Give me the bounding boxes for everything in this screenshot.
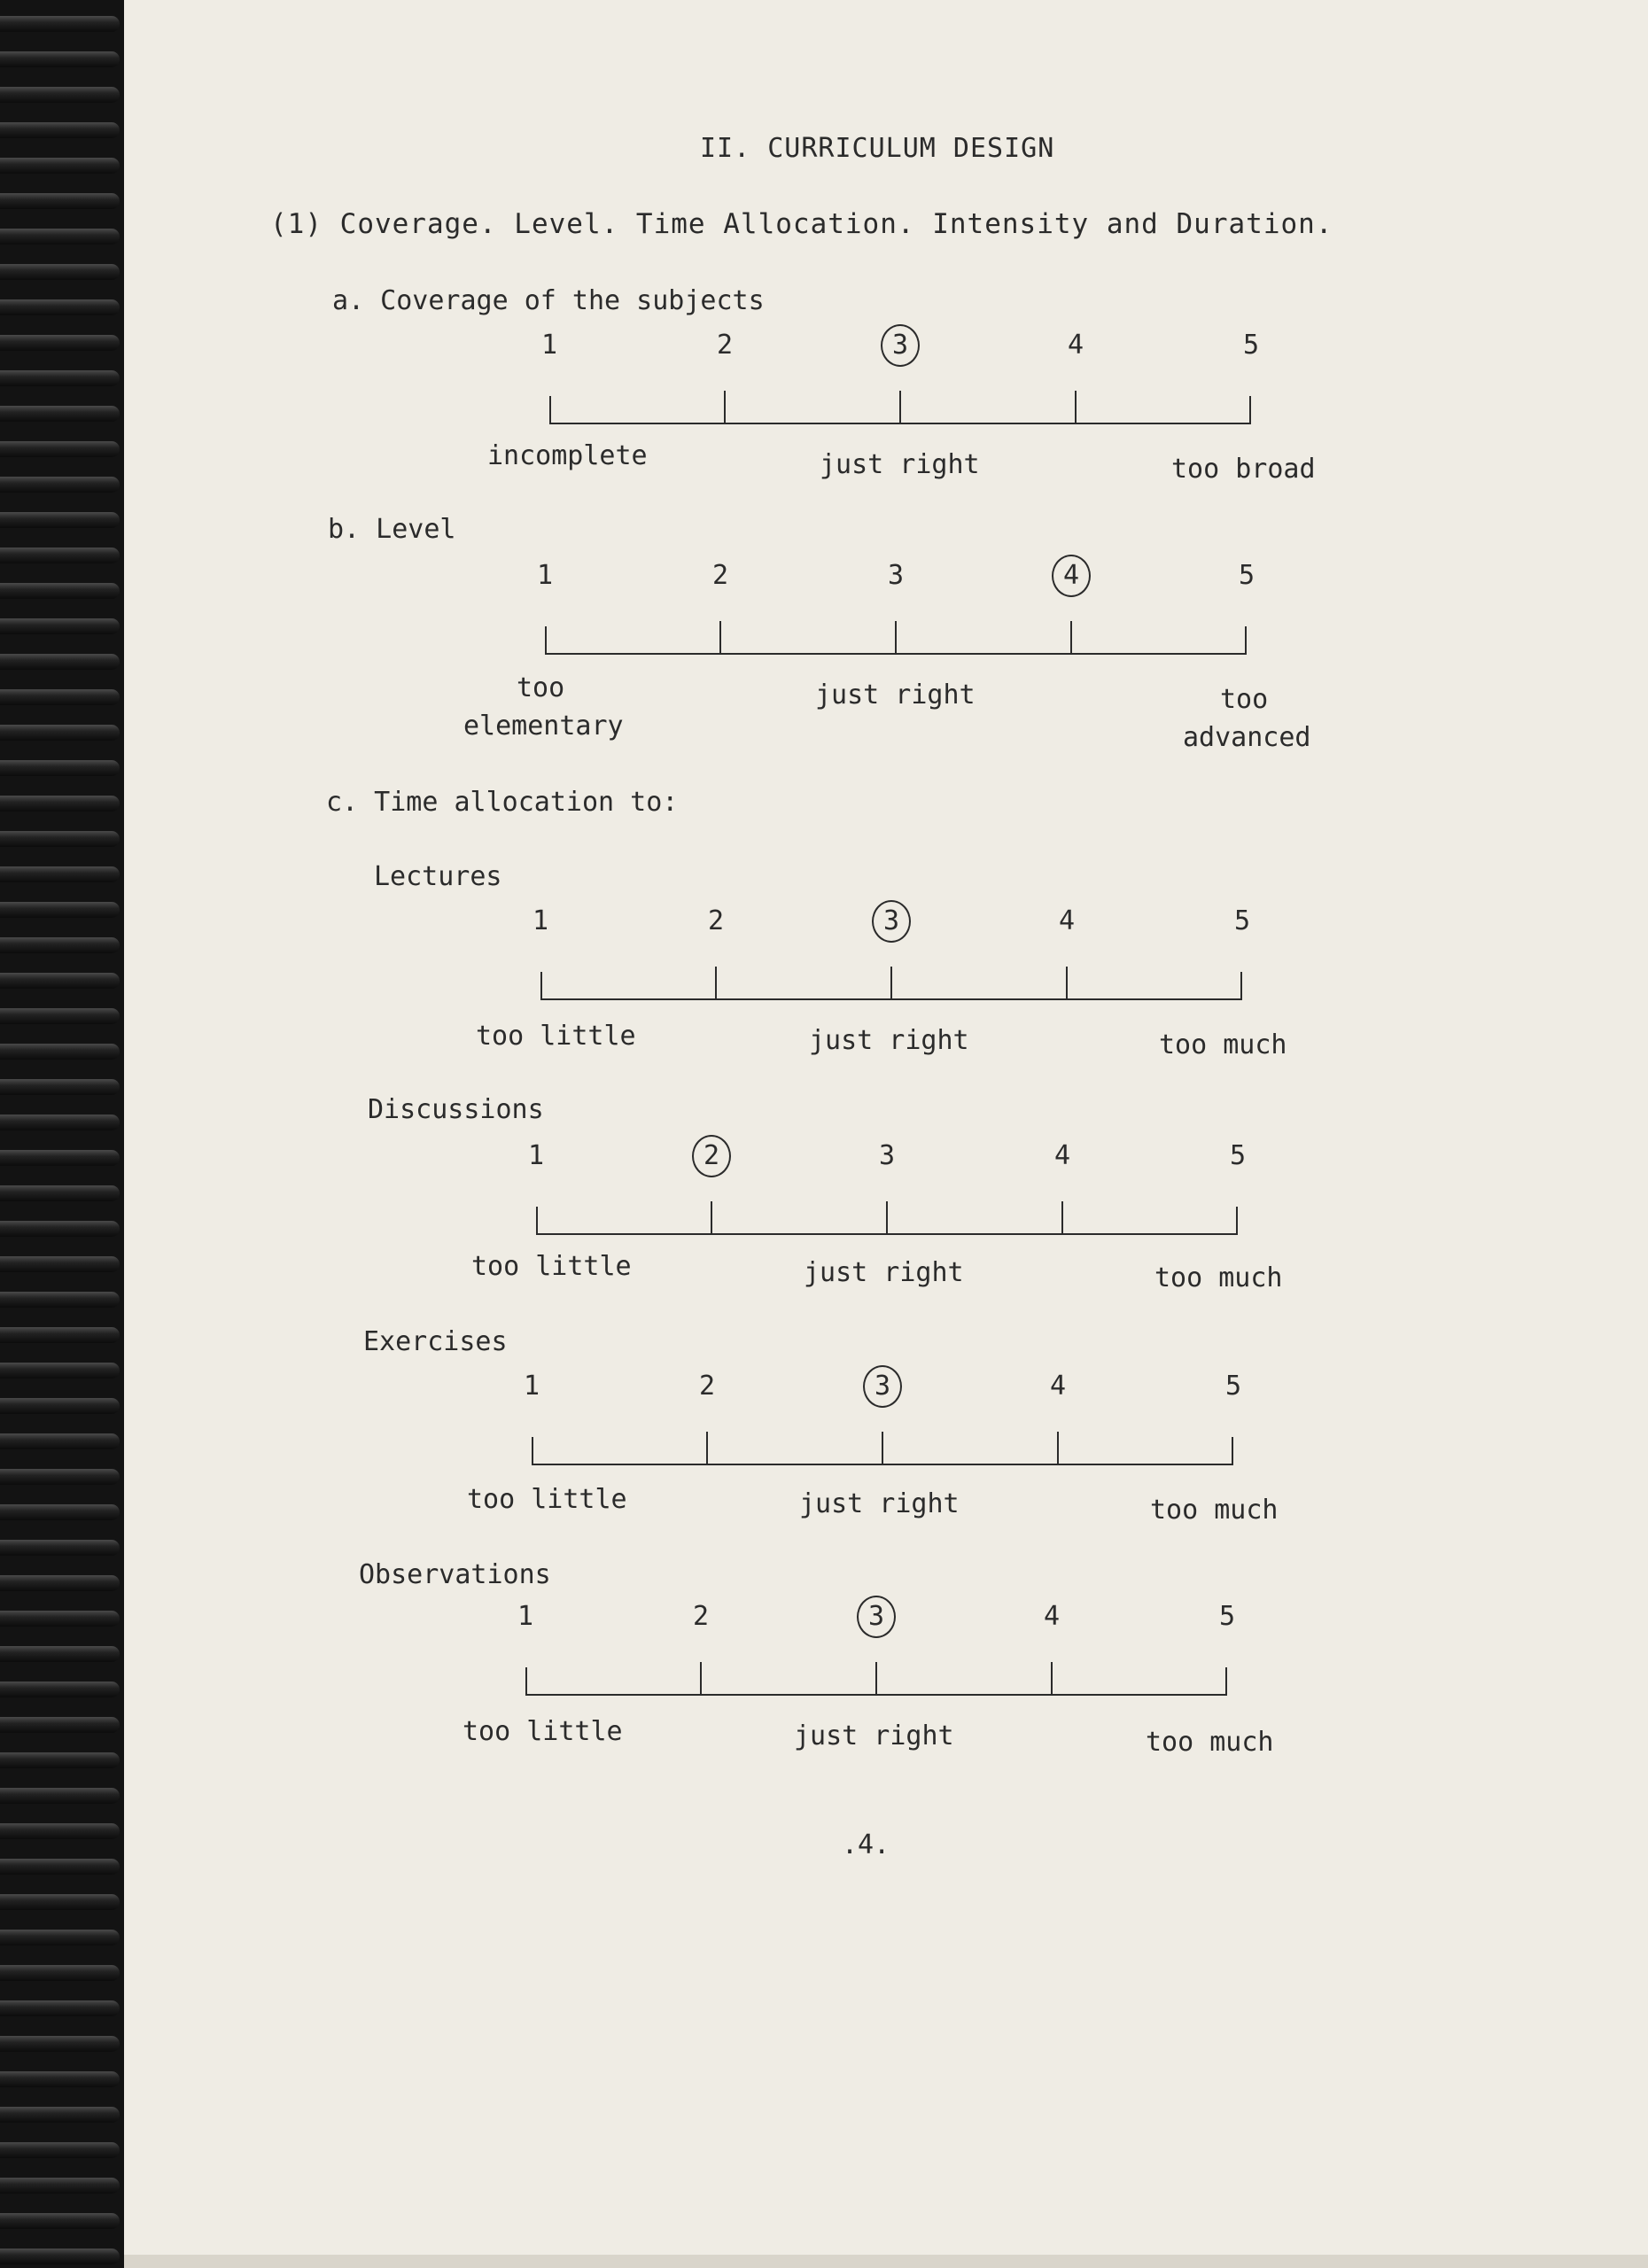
- scale-number: 2: [692, 1601, 710, 1632]
- scale-number: 5: [1218, 1601, 1236, 1632]
- exercises-anchor-right: too much: [1150, 1495, 1279, 1526]
- scale-number: 3: [887, 560, 905, 591]
- binding-coil: [0, 902, 120, 918]
- binding-coil: [0, 1044, 120, 1060]
- exercises-anchor-middle: just right: [799, 1488, 960, 1519]
- binding-coil: [0, 760, 120, 776]
- scale-line: [536, 1207, 1238, 1235]
- scale-number: 5: [1233, 905, 1251, 936]
- binding-coil: [0, 654, 120, 670]
- level-anchor-right-line1: too: [1220, 684, 1269, 715]
- discussions-anchor-left: too little: [471, 1251, 632, 1282]
- binding-coil: [0, 2036, 120, 2052]
- item-a-label: a. Coverage of the subjects: [332, 285, 765, 316]
- binding-coil: [0, 1682, 120, 1697]
- spiral-binding: [0, 0, 124, 2268]
- scale-number: 1: [532, 905, 549, 936]
- page-bottom-edge: [124, 2255, 1648, 2268]
- binding-coil: [0, 548, 120, 563]
- level-anchor-left-line1: too: [517, 672, 565, 703]
- lectures-anchor-left: too little: [476, 1021, 636, 1052]
- coverage-anchor-left: incomplete: [487, 440, 648, 471]
- scale-number: 1: [527, 1140, 545, 1171]
- binding-coil: [0, 193, 120, 209]
- exercises-anchor-left: too little: [467, 1484, 627, 1515]
- binding-coil: [0, 831, 120, 847]
- binding-coil: [0, 973, 120, 989]
- binding-coil: [0, 2071, 120, 2087]
- scale-number: 2: [707, 905, 725, 936]
- binding-coil: [0, 1965, 120, 1981]
- item-b-label: b. Level: [328, 514, 456, 545]
- binding-coil: [0, 122, 120, 138]
- scale-discussions: [518, 1134, 1247, 1258]
- binding-coil: [0, 1363, 120, 1379]
- lectures-anchor-middle: just right: [809, 1025, 969, 1056]
- scale-line: [545, 626, 1247, 655]
- level-anchor-middle: just right: [815, 680, 976, 711]
- scale-observations: [508, 1595, 1236, 1719]
- binding-coil: [0, 1823, 120, 1839]
- scale-number-selected: 3: [854, 1595, 898, 1639]
- scale-exercises: [514, 1364, 1242, 1488]
- level-anchor-right-line2: advanced: [1183, 722, 1311, 753]
- section-title: II. CURRICULUM DESIGN: [700, 133, 1055, 164]
- discussions-anchor-right: too much: [1154, 1262, 1283, 1293]
- lectures-anchor-right: too much: [1159, 1029, 1287, 1060]
- observations-anchor-left: too little: [463, 1716, 623, 1747]
- coverage-anchor-middle: just right: [820, 449, 980, 480]
- scale-level: [527, 554, 1255, 678]
- scale-number: 4: [1067, 330, 1084, 361]
- binding-coil: [0, 512, 120, 528]
- level-anchor-left-line2: elementary: [463, 711, 624, 742]
- binding-coil: [0, 583, 120, 599]
- scale-number: 4: [1043, 1601, 1061, 1632]
- binding-coil: [0, 1646, 120, 1662]
- binding-coil: [0, 51, 120, 67]
- binding-coil: [0, 937, 120, 953]
- scale-number: 1: [540, 330, 558, 361]
- binding-coil: [0, 2107, 120, 2123]
- binding-coil: [0, 725, 120, 741]
- binding-coil: [0, 1752, 120, 1768]
- binding-coil: [0, 229, 120, 245]
- binding-coil: [0, 1859, 120, 1875]
- binding-coil: [0, 1894, 120, 1910]
- binding-coil: [0, 1008, 120, 1024]
- scale-number-selected: 3: [878, 323, 922, 368]
- scale-number-selected: 3: [869, 899, 913, 944]
- binding-coil: [0, 1930, 120, 1946]
- item-c-label: c. Time allocation to:: [326, 787, 679, 818]
- scale-number: 4: [1053, 1140, 1071, 1171]
- binding-coil: [0, 1398, 120, 1414]
- binding-coil: [0, 1433, 120, 1449]
- binding-coil: [0, 1292, 120, 1308]
- binding-coil: [0, 689, 120, 705]
- binding-coil: [0, 2249, 120, 2264]
- scale-lectures: [523, 899, 1251, 1023]
- binding-coil: [0, 1717, 120, 1733]
- lectures-label: Lectures: [374, 861, 502, 892]
- binding-coil: [0, 1788, 120, 1804]
- scale-number: 2: [711, 560, 729, 591]
- binding-coil: [0, 1185, 120, 1201]
- discussions-label: Discussions: [368, 1094, 544, 1125]
- binding-coil: [0, 1611, 120, 1627]
- binding-coil: [0, 2000, 120, 2016]
- binding-coil: [0, 1115, 120, 1130]
- scale-number: 5: [1242, 330, 1260, 361]
- binding-coil: [0, 866, 120, 882]
- coverage-anchor-right: too broad: [1171, 454, 1316, 485]
- observations-label: Observations: [359, 1559, 551, 1590]
- scale-line: [540, 972, 1242, 1000]
- binding-coil: [0, 370, 120, 386]
- scale-number: 5: [1238, 560, 1255, 591]
- binding-coil: [0, 335, 120, 351]
- subsection-heading: (1) Coverage. Level. Time Allocation. Intensity and Duration.: [270, 208, 1333, 240]
- scale-number: 5: [1229, 1140, 1247, 1171]
- scale-coverage: [532, 323, 1260, 447]
- scale-line: [532, 1437, 1233, 1465]
- discussions-anchor-middle: just right: [804, 1257, 964, 1288]
- scale-number: 3: [878, 1140, 896, 1171]
- binding-coil: [0, 477, 120, 493]
- binding-coil: [0, 158, 120, 174]
- binding-coil: [0, 796, 120, 812]
- binding-coil: [0, 618, 120, 634]
- scale-number-selected: 4: [1049, 554, 1093, 598]
- scale-number: 2: [716, 330, 734, 361]
- observations-anchor-right: too much: [1146, 1727, 1274, 1758]
- binding-coil: [0, 16, 120, 32]
- page-number: .4.: [842, 1829, 890, 1860]
- binding-coil: [0, 264, 120, 280]
- binding-coil: [0, 406, 120, 422]
- binding-coil: [0, 1150, 120, 1166]
- binding-coil: [0, 1079, 120, 1095]
- scale-number-selected: 2: [689, 1134, 734, 1178]
- scale-number: 1: [517, 1601, 534, 1632]
- binding-coil: [0, 1256, 120, 1272]
- binding-coil: [0, 2213, 120, 2229]
- scale-line: [525, 1667, 1227, 1696]
- binding-coil: [0, 1504, 120, 1520]
- exercises-label: Exercises: [363, 1326, 508, 1357]
- scale-number: 1: [523, 1371, 540, 1402]
- scale-line: [549, 396, 1251, 424]
- observations-anchor-middle: just right: [794, 1720, 954, 1751]
- scale-number: 2: [698, 1371, 716, 1402]
- binding-coil: [0, 441, 120, 457]
- binding-coil: [0, 2142, 120, 2158]
- binding-coil: [0, 1575, 120, 1591]
- scale-number: 4: [1058, 905, 1076, 936]
- scale-number: 4: [1049, 1371, 1067, 1402]
- binding-coil: [0, 1221, 120, 1237]
- binding-coil: [0, 1540, 120, 1556]
- scale-number: 1: [536, 560, 554, 591]
- binding-coil: [0, 1469, 120, 1485]
- binding-coil: [0, 87, 120, 103]
- binding-coil: [0, 299, 120, 315]
- scale-number: 5: [1224, 1371, 1242, 1402]
- binding-coil: [0, 1327, 120, 1343]
- scale-number-selected: 3: [860, 1364, 905, 1409]
- binding-coil: [0, 2178, 120, 2194]
